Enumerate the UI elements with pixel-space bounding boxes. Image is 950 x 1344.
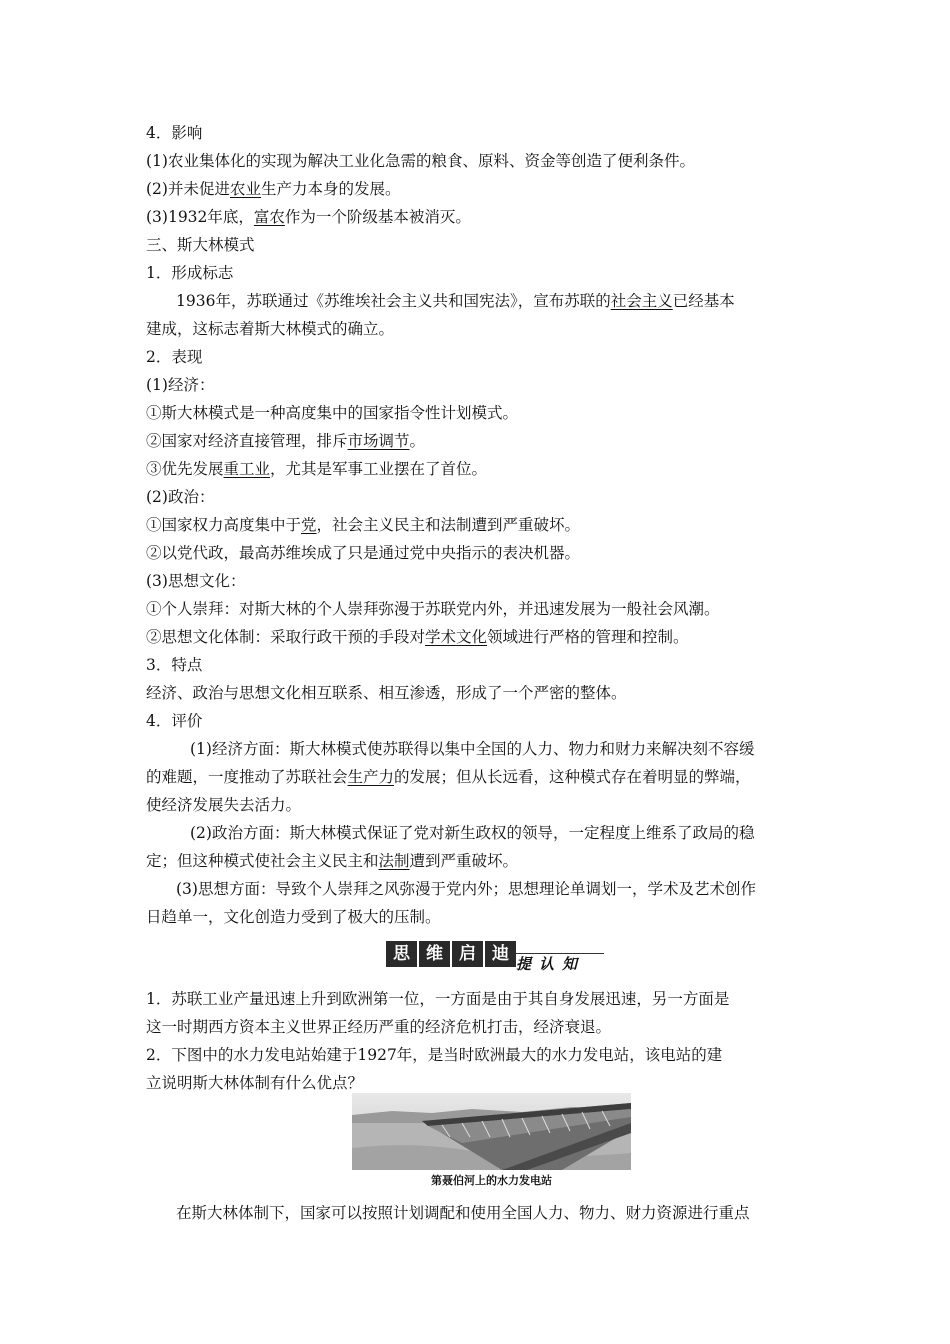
text-line — [146, 375, 806, 395]
text-segment: (1)农业集体化的实现为解决工业化急需的粮食、原料、资金等创造了便利条件。 — [146, 152, 695, 170]
text-line — [146, 403, 806, 423]
text-segment: ，社会主义民主和法制遭到严重破坏。 — [316, 516, 581, 534]
hydropower-station-photo — [352, 1093, 631, 1170]
text-segment: ①斯大林模式是一种高度集中的国家指令性计划模式。 — [146, 404, 519, 422]
text-segment: 2．表现 — [146, 348, 203, 366]
text-segment: 这一时期西方资本主义世界正经历严重的经济危机打击，经济衰退。 — [146, 1018, 612, 1036]
figure-caption: 第聂伯河上的水力发电站 — [431, 1174, 552, 1187]
text-segment: 4．评价 — [146, 712, 203, 730]
text-segment: 立说明斯大林体制有什么优点？ — [146, 1074, 364, 1092]
text-segment: 已经基本 — [672, 292, 735, 310]
text-segment: 在斯大林体制下，国家可以按照计划调配和使用全国人力、物力、财力资源进行重点 — [176, 1204, 750, 1222]
text-line — [176, 879, 836, 899]
text-line — [146, 851, 806, 871]
underlined-keyword: 农业 — [229, 180, 261, 198]
text-line — [146, 179, 806, 199]
text-segment: ①个人崇拜：对斯大林的个人崇拜弥漫于苏联党内外，并迅速发展为一般社会风潮。 — [146, 600, 720, 618]
text-line — [146, 767, 806, 787]
underlined-keyword: 生产力 — [347, 768, 395, 786]
banner-char: 迪 — [485, 941, 516, 967]
text-segment: (1)经济： — [146, 376, 215, 394]
text-line — [146, 151, 806, 171]
text-line — [176, 1203, 836, 1223]
text-segment: 遭到严重破坏。 — [409, 852, 519, 870]
text-line — [146, 1045, 806, 1065]
dam-illustration — [352, 1093, 631, 1170]
text-segment: (3)思想方面：导致个人崇拜之风弥漫于党内外；思想理论单调划一，学术及艺术创作 — [176, 880, 756, 898]
underlined-keyword: 学术文化 — [425, 628, 488, 646]
text-segment: 领域进行严格的管理和控制。 — [487, 628, 689, 646]
banner-char: 维 — [419, 941, 450, 967]
underlined-keyword: 社会主义 — [610, 292, 673, 310]
text-segment: (2)政治方面：斯大林模式保证了党对新生政权的领导，一定程度上维系了政局的稳 — [190, 824, 755, 842]
text-line — [146, 627, 806, 647]
text-segment: 三、斯大林模式 — [146, 236, 255, 254]
text-line — [176, 291, 836, 311]
text-segment: 1．形成标志 — [146, 264, 234, 282]
text-segment: (2)并未促进 — [146, 180, 230, 198]
text-segment: (1)经济方面：斯大林模式使苏联得以集中全国的人力、物力和财力来解决刻不容缓 — [190, 740, 755, 758]
text-segment: (3)思想文化： — [146, 572, 246, 590]
text-line — [146, 123, 806, 143]
text-line — [146, 1073, 806, 1093]
text-line — [146, 1017, 806, 1037]
text-line — [146, 431, 806, 451]
text-segment: ②国家对经济直接管理，排斥 — [146, 432, 348, 450]
text-line — [146, 599, 806, 619]
text-segment: 定；但这种模式使社会主义民主和 — [146, 852, 379, 870]
text-line — [146, 347, 806, 367]
text-segment: ，尤其是军事工业摆在了首位。 — [270, 460, 488, 478]
text-line — [146, 487, 806, 507]
text-line — [146, 571, 806, 591]
banner-subtitle: 提认知 — [516, 953, 604, 972]
text-segment: 3．特点 — [146, 656, 203, 674]
text-segment: 2．下图中的水力发电站始建于1927年，是当时欧洲最大的水力发电站，该电站的建 — [146, 1046, 723, 1064]
underlined-keyword: 重工业 — [223, 460, 271, 478]
underlined-keyword: 市场调节 — [347, 432, 410, 450]
text-line — [146, 263, 806, 283]
underlined-keyword: 富农 — [253, 208, 285, 226]
section-banner — [386, 941, 604, 973]
text-segment: 。 — [409, 432, 426, 450]
text-segment: 日趋单一，文化创造力受到了极大的压制。 — [146, 908, 441, 926]
text-segment: ②思想文化体制：采取行政干预的手段对 — [146, 628, 426, 646]
text-line — [146, 207, 806, 227]
text-line — [190, 823, 850, 843]
text-segment: 1936年，苏联通过《苏维埃社会主义共和国宪法》，宣布苏联的 — [176, 292, 611, 310]
text-segment: ①国家权力高度集中于 — [146, 516, 302, 534]
text-segment: 作为一个阶级基本被消灭。 — [284, 208, 471, 226]
banner-char: 启 — [452, 941, 483, 967]
text-segment: 经济、政治与思想文化相互联系、相互渗透，形成了一个严密的整体。 — [146, 684, 627, 702]
text-segment: 4．影响 — [146, 124, 203, 142]
text-segment: 1．苏联工业产量迅速上升到欧洲第一位，一方面是由于其自身发展迅速，另一方面是 — [146, 990, 730, 1008]
text-line — [146, 655, 806, 675]
underlined-keyword: 党 — [301, 516, 317, 534]
text-segment: ②以党代政，最高苏维埃成了只是通过党中央指示的表决机器。 — [146, 544, 581, 562]
text-segment: (3)1932年底， — [146, 208, 254, 226]
text-line — [146, 515, 806, 535]
text-line — [146, 683, 806, 703]
text-line — [146, 319, 806, 339]
text-line — [146, 235, 806, 255]
banner-char: 思 — [386, 941, 417, 967]
text-line — [146, 543, 806, 563]
text-segment: (2)政治： — [146, 488, 215, 506]
text-segment: 的发展；但从长远看，这种模式存在着明显的弊端， — [394, 768, 751, 786]
text-segment: ③优先发展 — [146, 460, 224, 478]
underlined-keyword: 法制 — [378, 852, 410, 870]
text-segment: 建成，这标志着斯大林模式的确立。 — [146, 320, 395, 338]
text-line — [146, 459, 806, 479]
text-line — [146, 795, 806, 815]
text-line — [146, 711, 806, 731]
text-line — [146, 989, 806, 1009]
text-segment: 的难题，一度推动了苏联社会 — [146, 768, 348, 786]
text-segment: 生产力本身的发展。 — [260, 180, 401, 198]
text-line — [146, 907, 806, 927]
text-line — [190, 739, 850, 759]
text-segment: 使经济发展失去活力。 — [146, 796, 302, 814]
